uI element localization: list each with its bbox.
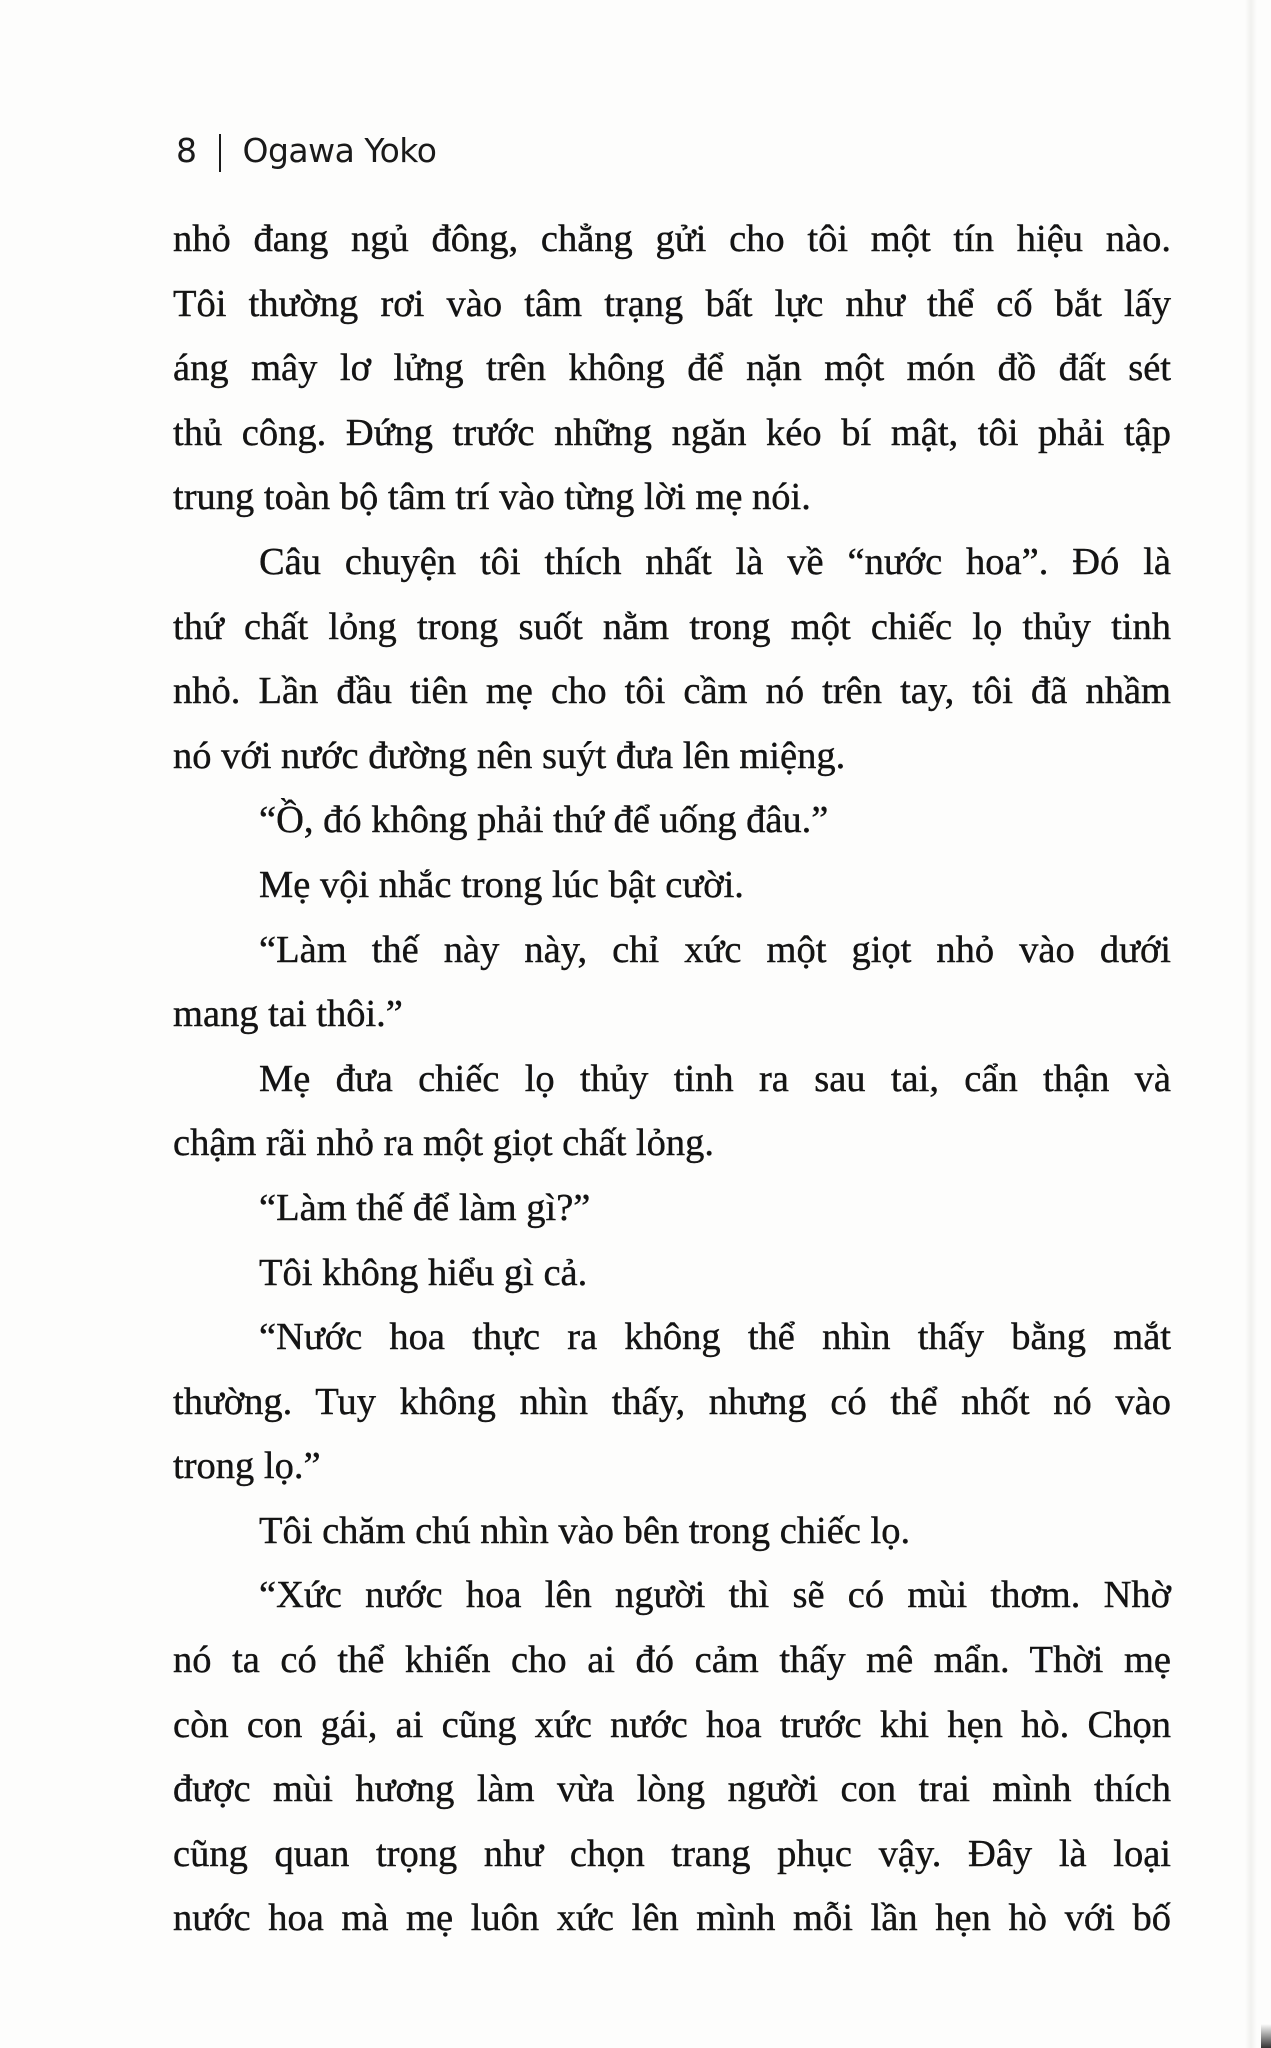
paragraph	[173, 530, 1171, 788]
text-line: Tôi chăm chú nhìn vào bên trong chiếc lọ.	[259, 1509, 911, 1552]
running-head	[176, 128, 436, 172]
text-line: nhỏ. Lần đầu tiên mẹ cho tôi cầm nó trên tay, tôi đã nhầm	[173, 670, 1171, 713]
paragraph	[173, 1499, 1171, 1564]
text-line: Mẹ vội nhắc trong lúc bật cười.	[259, 863, 744, 906]
text-line: mang tai thôi.”	[173, 993, 403, 1036]
paragraph	[173, 918, 1171, 1047]
text-line: “Nước hoa thực ra không thể nhìn thấy bằng mắt	[259, 1316, 1171, 1359]
text-line: nó với nước đường nên suýt đưa lên miệng.	[173, 734, 846, 777]
page-number: 8	[176, 130, 197, 170]
text-line: “Làm thế này này, chỉ xức một giọt nhỏ vào dưới	[259, 928, 1171, 971]
header-separator	[219, 134, 221, 172]
scan-corner-mark	[1261, 2024, 1271, 2048]
paragraph	[173, 1241, 1171, 1306]
text-line: trung toàn bộ tâm trí vào từng lời mẹ nói.	[173, 476, 811, 519]
text-line: còn con gái, ai cũng xức nước hoa trước khi hẹn hò. Chọn	[173, 1703, 1171, 1746]
text-line: Tôi thường rơi vào tâm trạng bất lực như thể cố bắt lấy	[173, 282, 1171, 325]
text-line: trong lọ.”	[173, 1445, 321, 1488]
text-line: cũng quan trọng như chọn trang phục vậy. Đây là loại	[173, 1832, 1171, 1875]
text-line: thường. Tuy không nhìn thấy, nhưng có thể nhốt nó vào	[173, 1380, 1171, 1423]
paragraph	[173, 1176, 1171, 1241]
text-line: thủ công. Đứng trước những ngăn kéo bí mật, tôi phải tập	[173, 411, 1171, 454]
body-text	[173, 207, 1171, 1951]
paragraph	[173, 1047, 1171, 1176]
text-line: được mùi hương làm vừa lòng người con trai mình thích	[173, 1768, 1171, 1811]
paragraph	[173, 207, 1171, 530]
text-line: Câu chuyện tôi thích nhất là về “nước hoa”. Đó là	[259, 540, 1171, 583]
text-line: nhỏ đang ngủ đông, chẳng gửi cho tôi một tín hiệu nào.	[173, 218, 1171, 260]
paragraph	[173, 788, 1171, 853]
text-line: nước hoa mà mẹ luôn xức lên mình mỗi lần hẹn hò với bố	[173, 1897, 1171, 1940]
text-line: áng mây lơ lửng trên không để nặn một món đồ đất sét	[173, 347, 1171, 390]
paragraph	[173, 1305, 1171, 1499]
text-line: chậm rãi nhỏ ra một giọt chất lỏng.	[173, 1122, 714, 1165]
paragraph	[173, 1563, 1171, 1951]
text-line: nó ta có thể khiến cho ai đó cảm thấy mê mẩn. Thời mẹ	[173, 1639, 1171, 1682]
text-line: thứ chất lỏng trong suốt nằm trong một chiếc lọ thủy tinh	[173, 605, 1171, 648]
text-line: Mẹ đưa chiếc lọ thủy tinh ra sau tai, cẩn thận và	[259, 1057, 1171, 1100]
paragraph	[173, 853, 1171, 918]
text-line: “Ồ, đó không phải thứ để uống đâu.”	[259, 799, 829, 842]
page-edge-shadow	[1245, 0, 1257, 2048]
text-line: “Làm thế để làm gì?”	[259, 1186, 591, 1229]
text-line: Tôi không hiểu gì cả.	[259, 1251, 588, 1294]
text-line: “Xức nước hoa lên người thì sẽ có mùi thơm. Nhờ	[259, 1574, 1171, 1617]
author-name: Ogawa Yoko	[242, 130, 437, 170]
